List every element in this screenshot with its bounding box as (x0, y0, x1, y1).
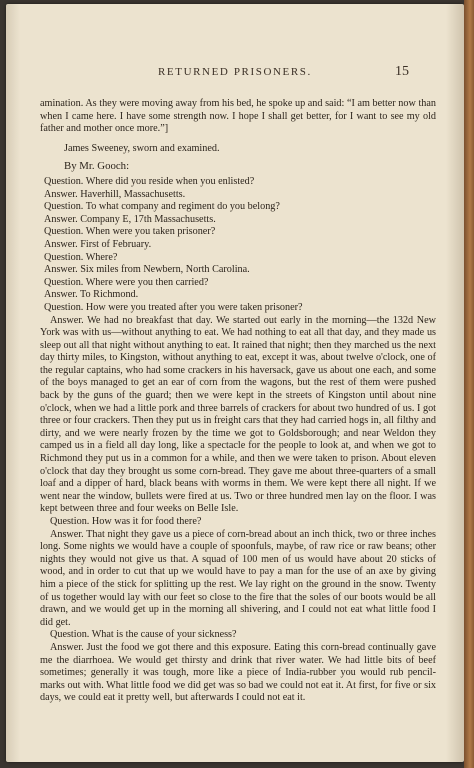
answer-paragraph: Answer. Just the food we got there and this exposure. Eating this corn-bread continually gave me the diarrhoea. We would get thirsty and drink that river water. We had little bits of beef sometimes; generally it was tough, more like a piece of India-rubber you would rub pencil-marks out with. What little food we did get was so bad we could not eat it. At first, for five or six days, we could eat it pretty well, but afterwards I could not eat it. (40, 641, 436, 704)
book-page (6, 4, 464, 762)
question-line: Question. How was it for food there? (50, 516, 202, 527)
qa-line: Answer. First of February. (44, 238, 152, 250)
page-header (6, 64, 446, 84)
book-spine-edge (464, 0, 474, 768)
qa-line: Answer. Six miles from Newbern, North Carolina. (44, 264, 250, 276)
question-line: Question. What is the cause of your sickness? (50, 629, 237, 641)
opening-paragraph: amination. As they were moving away from his bed, he spoke up and said: “I am better now than when I came here. I have some strength now. I hope I shall get better, for I want to see my old father and mother once more.”] (40, 98, 436, 135)
qa-line: Question. How were you treated after you were taken prisoner? (44, 301, 303, 313)
qa-line: Answer. Haverhill, Massachusetts. (44, 188, 186, 200)
qa-line: Answer. Company E, 17th Massachusetts. (44, 213, 216, 225)
qa-line: Question. Where did you reside when you enlisted? (44, 175, 255, 187)
qa-line: Question. To what company and regiment do you belong? (44, 201, 280, 213)
witness-sworn-line: James Sweeney, sworn and examined. (64, 142, 220, 154)
running-title: RETURNED PRISONERS. (158, 66, 312, 78)
qa-line: Question. Where were you then carried? (44, 276, 209, 288)
answer-paragraph: Answer. That night they gave us a piece of corn-bread about an inch thick, two or three inches long. Some nights we would have a couple of spoonfuls, maybe, of raw rice or raw beans; other nights they would not give us that. A squad of 100 men of us would have about 20 sticks of wood, and in order to cut that up we would have to pay a man for the use of an axe by giving him a piece of the stick for splitting up the rest. We lay right on the ground in the snow. Twenty of us together would lay with our feet so close to the fire that the soles of our boots would be all drawn, and we would get up in the morning all shivering, and I could not eat what little food I did get. (40, 528, 436, 628)
page-number: 15 (395, 64, 409, 79)
qa-line: Answer. To Richmond. (44, 289, 139, 301)
answer-paragraph: Answer. We had no breakfast that day. We started out early in the morning—the 132d New York was with us—without anything to eat. We had nothing to eat all that day, and they made us sleep out all that night without anything to eat. It rained that night; then they marched us the next day thirty miles, to Kingston, without anything to eat, except it was, about twelve o'clock, one of the regular captains, who had some crackers in his haversack, gave us about one each, and some of the boys managed to get an ear of corn from the wagons, but the rest of them were pushed back by the guns of the guard; then we were kept in the streets of Kingston until about nine o'clock, when we had a little pork and three barrels of crackers for about two hundred of us. I got three or four crackers. Then they put us in freight cars that they had carried hogs in, all filthy and dirty, and we were nearly frozen by the time we got to Goldsborough; and near Weldon they camped us in a field all day long, like a spectacle for the people to look at, and when we got to Richmond they put us in a common for a while, and then we were taken to prison. About eleven o'clock that day they brought us some corn-bread. They gave me about three-quarters of a small loaf and a dipper of hard, black beans with worms in them. We were kept there all night. If we went near the window, bullets were fired at us. Two or three hundred men lay on the floor. I was kept between three and four weeks on Belle Isle. (40, 314, 436, 515)
qa-line: Question. When were you taken prisoner? (44, 226, 216, 238)
qa-line: Question. Where? (44, 251, 118, 263)
page-body (40, 98, 436, 705)
examiner-heading: By Mr. Gooch: (64, 160, 130, 173)
